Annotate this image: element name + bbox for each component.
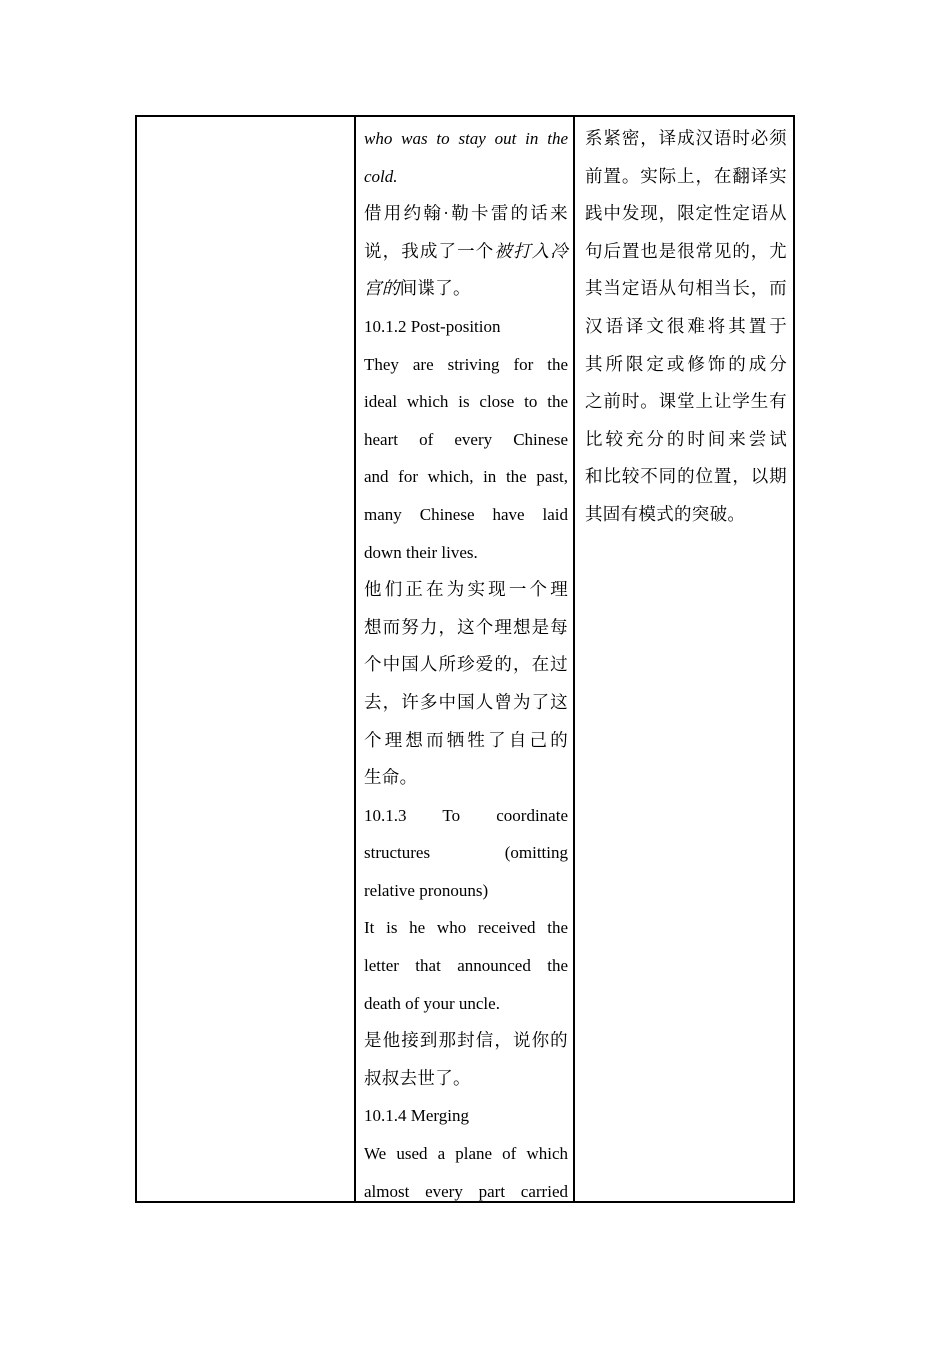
section-heading: 10.1.3 To coordinate (364, 805, 568, 825)
text-line: 他们正在为实现一个理 (364, 579, 568, 600)
text-line: 其当定语从句相当长，而 (585, 278, 787, 299)
text-line: cold. (364, 166, 398, 186)
text-line: 想而努力，这个理想是每 (364, 616, 568, 637)
text-line: heart of every Chinese (364, 429, 568, 449)
text-line: letter that announced the (364, 956, 568, 976)
text-line (364, 233, 568, 271)
text-line: 是他接到那封信，说你的 (364, 1030, 568, 1051)
text-line: death of your uncle. (364, 993, 500, 1013)
italic-run: 被打入冷 (494, 240, 568, 261)
text-line: 和比较不同的位置，以期 (585, 466, 787, 487)
text-line: and for which, in the past, (364, 467, 568, 487)
left-column-empty (137, 117, 356, 1201)
text-line: 践中发现，限定性定语从 (585, 203, 787, 224)
text-line: 之前时。课堂上让学生有 (585, 391, 787, 412)
text-line: who was to stay out in the (364, 129, 568, 148)
text-line: 汉语译文很难将其置于 (585, 315, 787, 336)
text-line: ideal which is close to the (364, 392, 568, 412)
text-run: 间谍了。 (399, 278, 471, 299)
section-heading: structures (omitting (364, 843, 568, 863)
italic-run: 宫的 (364, 278, 400, 299)
text-line: 其固有模式的突破。 (585, 503, 746, 524)
text-line: almost every part carried (364, 1181, 568, 1201)
text-line: down their lives. (364, 542, 478, 562)
text-line: 去，许多中国人曾为了这 (364, 691, 568, 712)
text-line: 叔叔去世了。 (364, 1067, 471, 1088)
text-line: 系紧密，译成汉语时必须 (585, 128, 787, 148)
text-line: We used a plane of which (364, 1144, 568, 1164)
text-line: 前置。实际上，在翻译实 (585, 165, 787, 186)
text-line: 句后置也是很常见的，尤 (585, 240, 787, 261)
text-line: 借用约翰·勒卡雷的话来 (364, 203, 568, 224)
section-heading: 10.1.4 Merging (364, 1106, 469, 1126)
text-line: They are striving for the (364, 354, 568, 374)
text-line: 生命。 (364, 767, 418, 788)
section-heading: 10.1.2 Post-position (364, 316, 501, 336)
right-column (575, 117, 793, 1201)
text-run: 说，我成了一个 (364, 240, 495, 261)
section-heading: relative pronouns) (364, 880, 489, 900)
text-line: many Chinese have laid (364, 504, 568, 524)
text-line (364, 270, 568, 308)
text-line: 个中国人所珍爱的，在过 (364, 654, 568, 675)
text-line: 其所限定或修饰的成分 (585, 353, 787, 374)
text-line: It is he who received the (364, 918, 568, 938)
middle-column (356, 117, 575, 1201)
content-table (135, 115, 795, 1203)
text-line: 比较充分的时间来尝试 (585, 428, 787, 449)
text-line: 个理想而牺牲了自己的 (364, 729, 568, 750)
